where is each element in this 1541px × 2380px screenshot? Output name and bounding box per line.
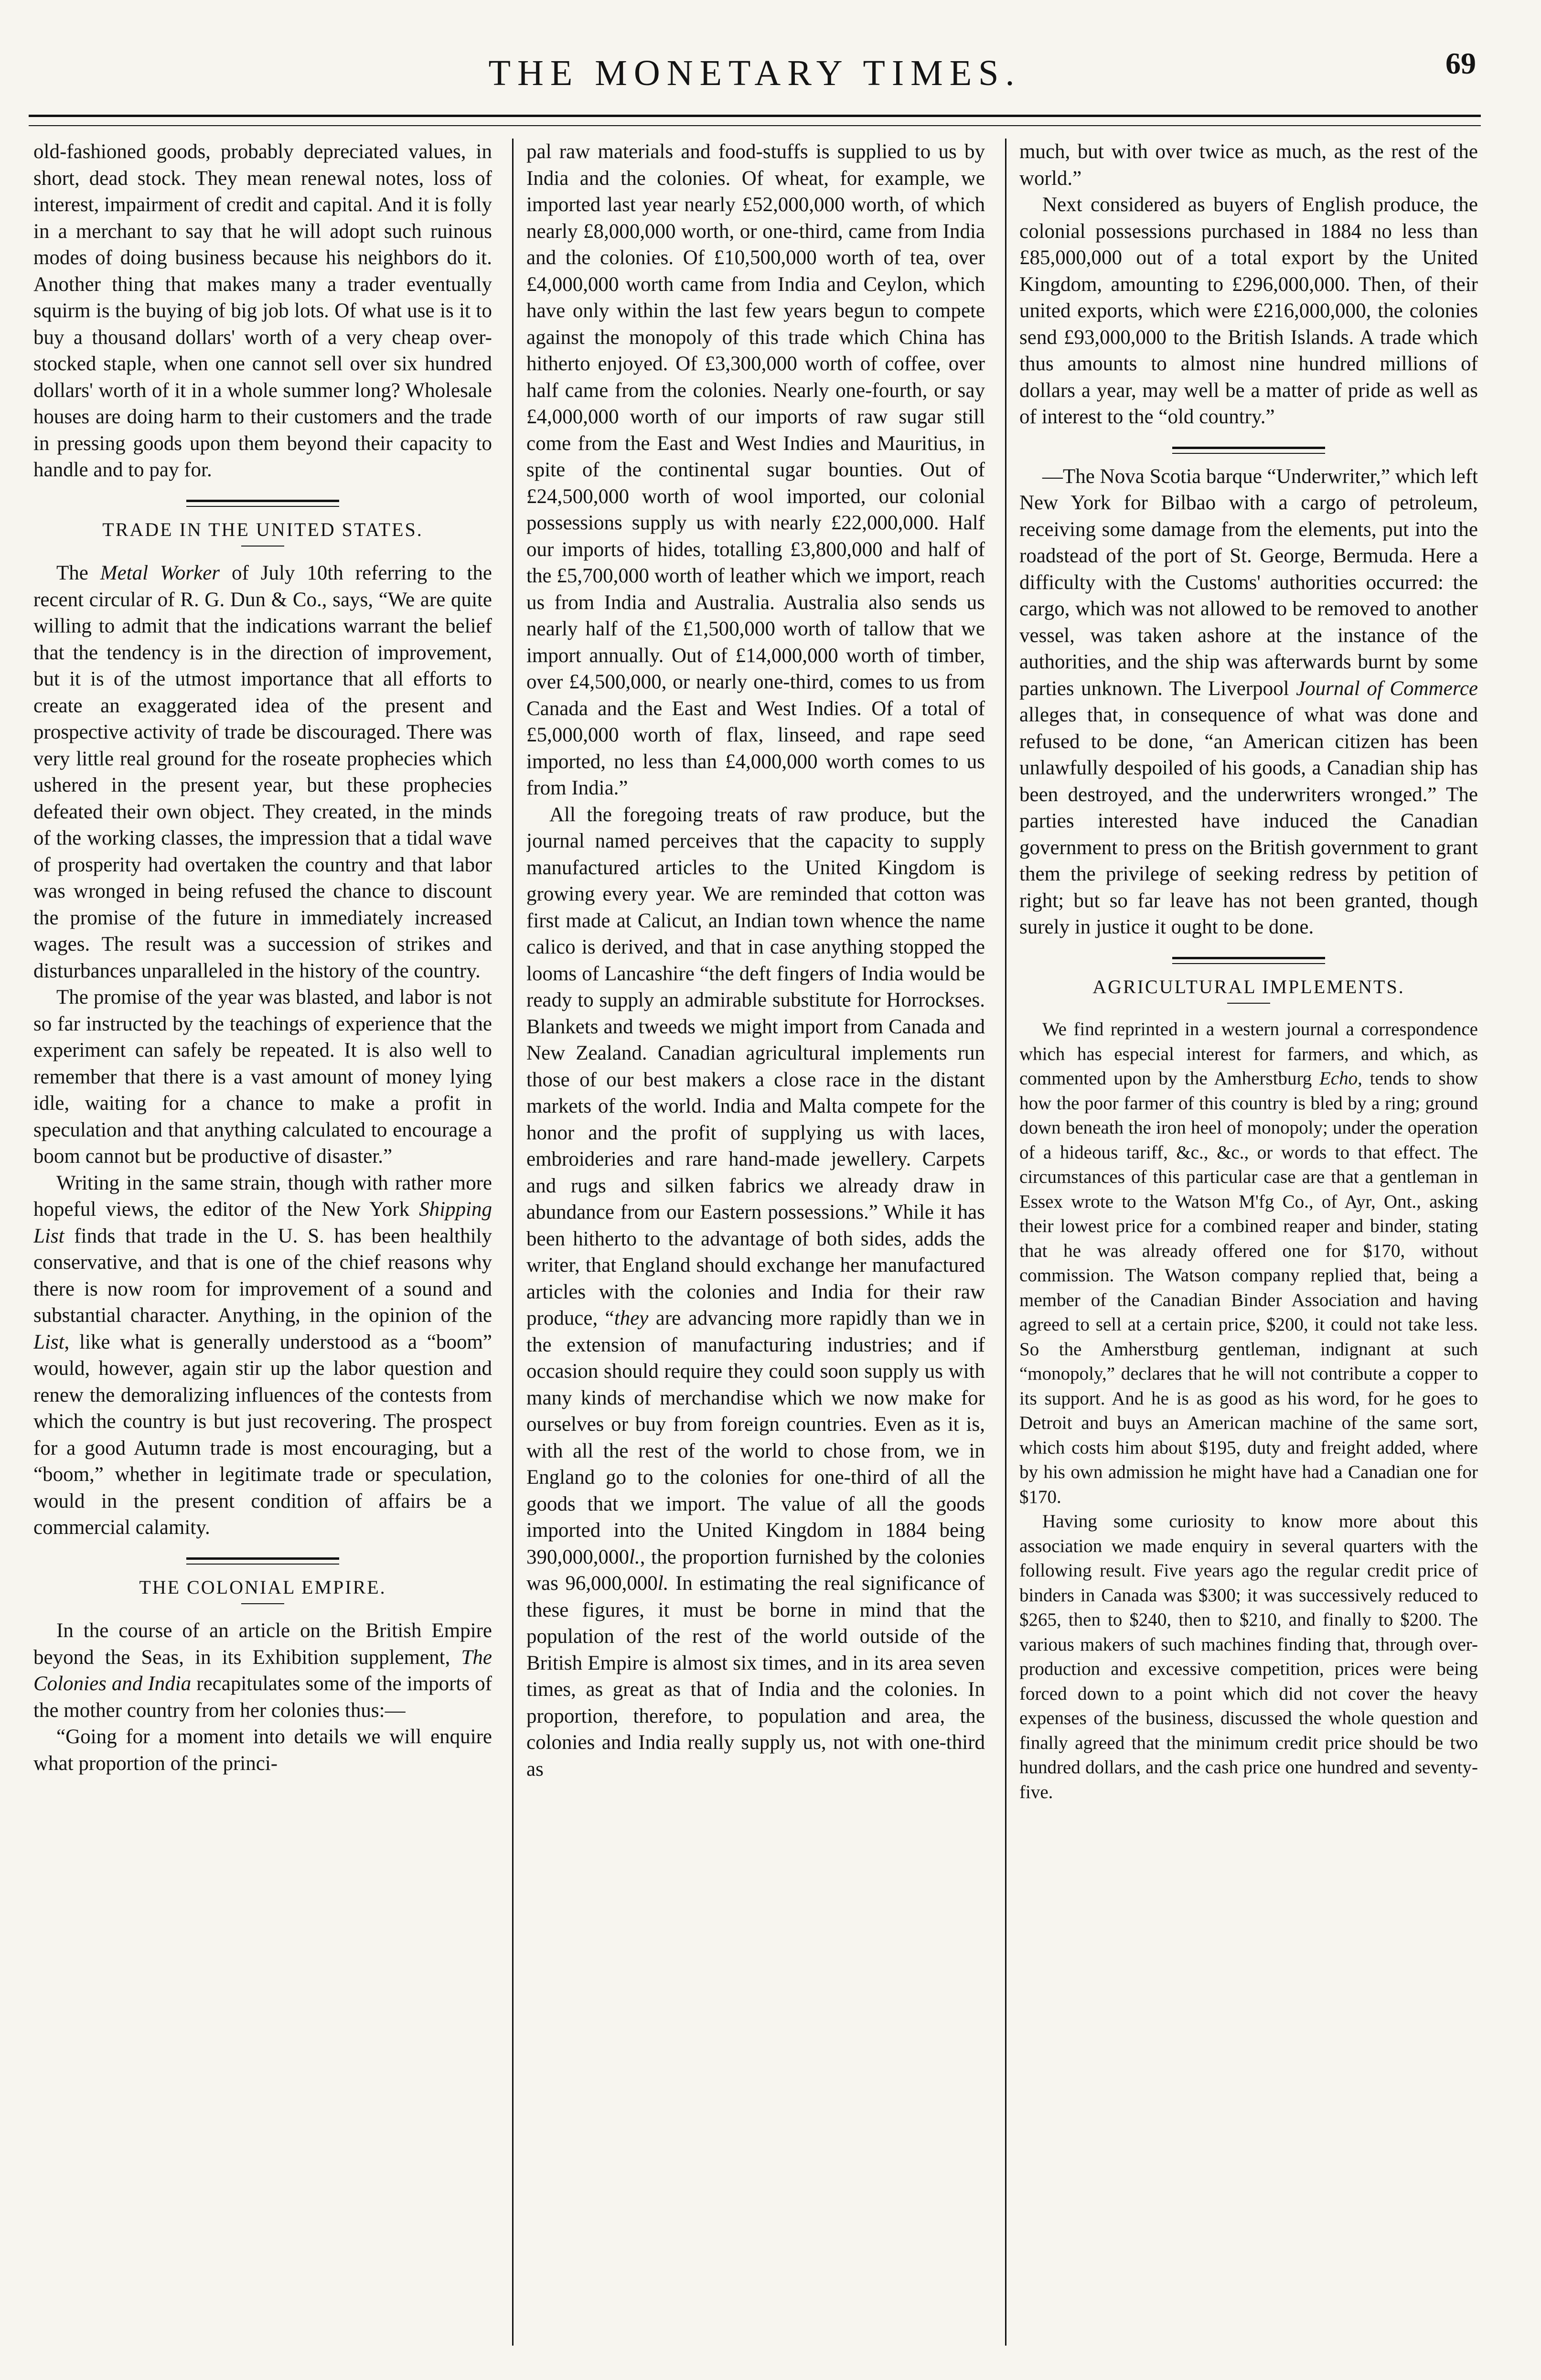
paragraph: The promise of the year was blasted, and labor is not so far instructed by the teachings of experience that the experiment can safely be repeated. It is also well to remember that there is a vast amount of money lying idle, waiting for a chance to make a profit in speculation and that anything calculated to encourage a boom cannot but be productive of disaster.” [33,986,492,1168]
header-rule-thin [29,125,1481,126]
heading-underline [241,1603,284,1604]
heading-agricultural-implements: AGRICULTURAL IMPLEMENTS. [1092,976,1405,997]
section-rule [186,1557,339,1565]
column-2 [526,139,985,2346]
small-type-section [1019,1017,1478,1804]
publication-name: Shipping List [33,1198,492,1247]
paragraph: “Going for a moment into details we will enquire what proportion of the princi- [33,1726,492,1775]
section-rule [1172,447,1325,454]
publication-name: Metal Worker [100,562,220,584]
paragraph: We find reprinted in a western journal a correspondence which has especial interest for farmers, and which, as commented upon by the Amherstburg Echo, tends to show how the poor farmer of this country is bled by a ring; ground down beneath the iron heel of monopoly; under the operation of a hideous tariff, &c., &c., or words to that effect. The circumstances of this particular case are that a gentleman in Essex wrote to the Watson M'fg Co., of Ayr, Ont., asking their lowest price for a combined reaper and binder, stating that he was already offered one for $170, without commission. The Watson company replied that, being a member of the Canadian Binder Association and having agreed to sell at a certain price, $200, it could not take less. So the Amherstburg gentleman, indignant at such “monopoly,” declares that he will not contribute a copper to its support. And he is as good as his word, for he goes to Detroit and buys an American machine of the same sort, which costs him about $195, duty and freight added, where by his own admission he might have had a Canadian one for $170. [1019,1019,1478,1507]
publication-name: The Colonies and India [33,1646,492,1695]
publication-name: Journal of Commerce [1296,677,1478,700]
publication-name: Echo [1319,1068,1358,1089]
paragraph: old-fashioned goods, probably depreciated values, in short, dead stock. They mean renewal notes, loss of interest, impairment of credit and capital. And it is folly in a merchant to say that he will adopt such ruinous modes of doing business because his neighbors do it. Another thing that makes many a trader eventually squirm is the buying of big job lots. Of what use is it to buy a thousand dollars' worth of a very cheap over-stocked staple, when one cannot sell over six hundred dollars' worth of it in a whole summer long? Wholesale houses are doing harm to their customers and the trade in pressing goods upon them beyond their capacity to handle and to pay for. [33,140,492,481]
paragraph: Next considered as buyers of English produce, the colonial possessions purchased in 1884 no less than £85,000,000 out of a total export by the United Kingdom, amounting to £296,000,000. Then, of their united exports, which were £216,000,000, the colonies send £93,000,000 to the British Islands. A trade which thus amounts to almost nine hundred millions of dollars a year, may well be a matter of pride as well as of interest to the “old country.” [1019,193,1478,428]
paragraph: All the foregoing treats of raw produce, but the journal named perceives that the capacity to supply manufactured articles to the United Kingdom is growing every year. We are reminded that cotton was first made at Calicut, an Indian town whence the name calico is derived, and that in case anything stopped the looms of Lancashire “the deft fingers of India would be ready to supply an admirable substitute for Horrockses. Blankets and tweeds we might import from Canada and New Zealand. Canadian agricultural implements run those of our best makers a close race in the distant markets of the world. India and Malta compete for the honor and the profit of supplying us with laces, embroideries and rare hand-made jewellery. Carpets and rugs and silken fabrics we already draw in abundance from our Eastern possessions.” While it has been hitherto to the advantage of both sides, adds the writer, that England should exchange her manufactured articles with the colonies and India for their raw produce, “they are advancing more rapidly than we in the extension of manufacturing industries; and if occasion should require they could soon supply us with many kinds of merchandise which we now make for ourselves or buy from foreign countries. Even as it is, with all the rest of the world to chose from, we in England go to the colonies for one-third of all the goods that we import. The value of all the goods imported into the United Kingdom in 1884 being 390,000,000l., the proportion furnished by the colonies was 96,000,000l. In estimating the real significance of these figures, it must be borne in mind that the population of the rest of the world outside of the British Empire is almost six times, and in its area seven times, as great as that of India and the colonies. In proportion, therefore, to population and area, the colonies and India really supply us, not with one-third as [526,803,985,1780]
columns [29,139,1481,2355]
column-divider [1005,139,1006,2346]
paragraph: Having some curiosity to know more about this association we made enquiry in several quarters with the following result. Five years ago the regular credit price of binders in Canada was $300; it was successively reduced to $265, then to $240, then to $210, and finally to $200. The various makers of such machines finding that, through over-production and excessive competition, prices were being forced down to a point which did not cover the heavy expenses of the business, discussed the whole question and finally agreed that the minimum credit price should be two hundred dollars, and the cash price one hundred and seventy-five. [1019,1511,1478,1802]
column-divider [512,139,514,2346]
heading-underline [241,546,284,547]
header-rule [29,115,1481,117]
section-rule [186,500,339,507]
heading-colonial-empire: THE COLONIAL EMPIRE. [139,1576,386,1598]
paragraph: Writing in the same strain, though with rather more hopeful views, the editor of the New York Shipping List finds that trade in the U. S. has been healthily conservative, and that is one of the chief reasons why there is now room for improvement of a sound and substantial character. Anything, in the opinion of the List, like what is generally understood as a “boom” would, however, again stir up the labor question and renew the demoralizing influences of the contests from which the country is but just recovering. The prospect for a good Autumn trade is most encouraging, but a “boom,” whether in legitimate trade or speculation, would in the present condition of affairs be a commercial calamity. [33,1171,492,1539]
section-rule [1172,957,1325,964]
page-number: 69 [1445,46,1476,80]
paragraph: —The Nova Scotia barque “Underwriter,” which left New York for Bilbao with a cargo of petroleum, receiving some damage from the elements, put into the roadstead of the port of St. George, Bermuda. Here a difficulty with the Customs' authorities occurred: the cargo, which was not allowed to be removed to another vessel, was taken ashore at the instance of the authorities, and the ship was afterwards burnt by some parties unknown. The Liverpool Journal of Commerce alleges that, in consequence of what was done and refused to be done, “an American citizen has been unlawfully despoiled of his goods, a Canadian ship has been destroyed, and the underwriters wronged.” The parties interested have induced the Canadian government to press on the British government to grant them the privilege of seeking redress by petition of right; but so far leave has not been granted, though surely in justice it ought to be done. [1019,465,1478,938]
column-3 [1019,139,1478,2346]
heading-underline [1227,1003,1270,1004]
paragraph: much, but with over twice as much, as the rest of the world.” [1019,140,1478,190]
paragraph: pal raw materials and food-stuffs is supplied to us by India and the colonies. Of wheat, for example, we imported last year nearly £52,000,000 worth, of which nearly £8,000,000 worth, or one-third, came from India and the colonies. Of £10,500,000 worth of tea, over £4,000,000 worth came from India and Ceylon, which have only within the last few years begun to compete against the monopoly of this trade which China has hitherto enjoyed. Of £3,300,000 worth of coffee, over half came from the colonies. Nearly one-fourth, or say £4,000,000 worth of our imports of raw sugar still come from the East and West Indies and Mauritius, in spite of the continental sugar bounties. Out of £24,500,000 worth of wool imported, our colonial possessions supply us with nearly £22,000,000. Half our imports of hides, totalling £3,800,000 and half of the £5,700,000 worth of leather which we import, reach us from India and Australia. Australia also sends us nearly half of the £1,500,000 worth of tallow that we import annually. Out of £14,000,000 worth of timber, over £4,500,000, or nearly one-third, comes to us from Canada and the East and West Indies. Of a total of £5,000,000 worth of flax, linseed, and rape seed imported, no less than £4,000,000 worth comes to us from India.” [526,140,985,799]
heading-trade-united-states: TRADE IN THE UNITED STATES. [102,518,423,540]
paragraph: In the course of an article on the British Empire beyond the Seas, in its Exhibition supplement, The Colonies and India recapitulates some of the imports of the mother country from her colonies thus:— [33,1619,492,1722]
masthead [29,46,1481,108]
column-1 [33,139,492,2346]
publication-name: List [33,1330,64,1353]
paragraph: The Metal Worker of July 10th referring to the recent circular of R. G. Dun & Co., says, “We are quite willing to admit that the indications warrant the belief that the tendency is in the direction of improvement, but it is of the utmost importance that all efforts to create an exaggerated idea of the present and prospective activity of trade be discouraged. There was very little real ground for the roseate prophecies which ushered in the present year, but these prophecies defeated their own object. They created, in the minds of the working classes, the impression that a tidal wave of prosperity had overtaken the country and that labor was wronged in being refused the chance to discount the promise of the future in immediately increased wages. The result was a succession of strikes and disturbances unparalleled in the history of the country. [33,562,492,982]
publication-title: THE MONETARY TIMES. [488,53,1021,93]
